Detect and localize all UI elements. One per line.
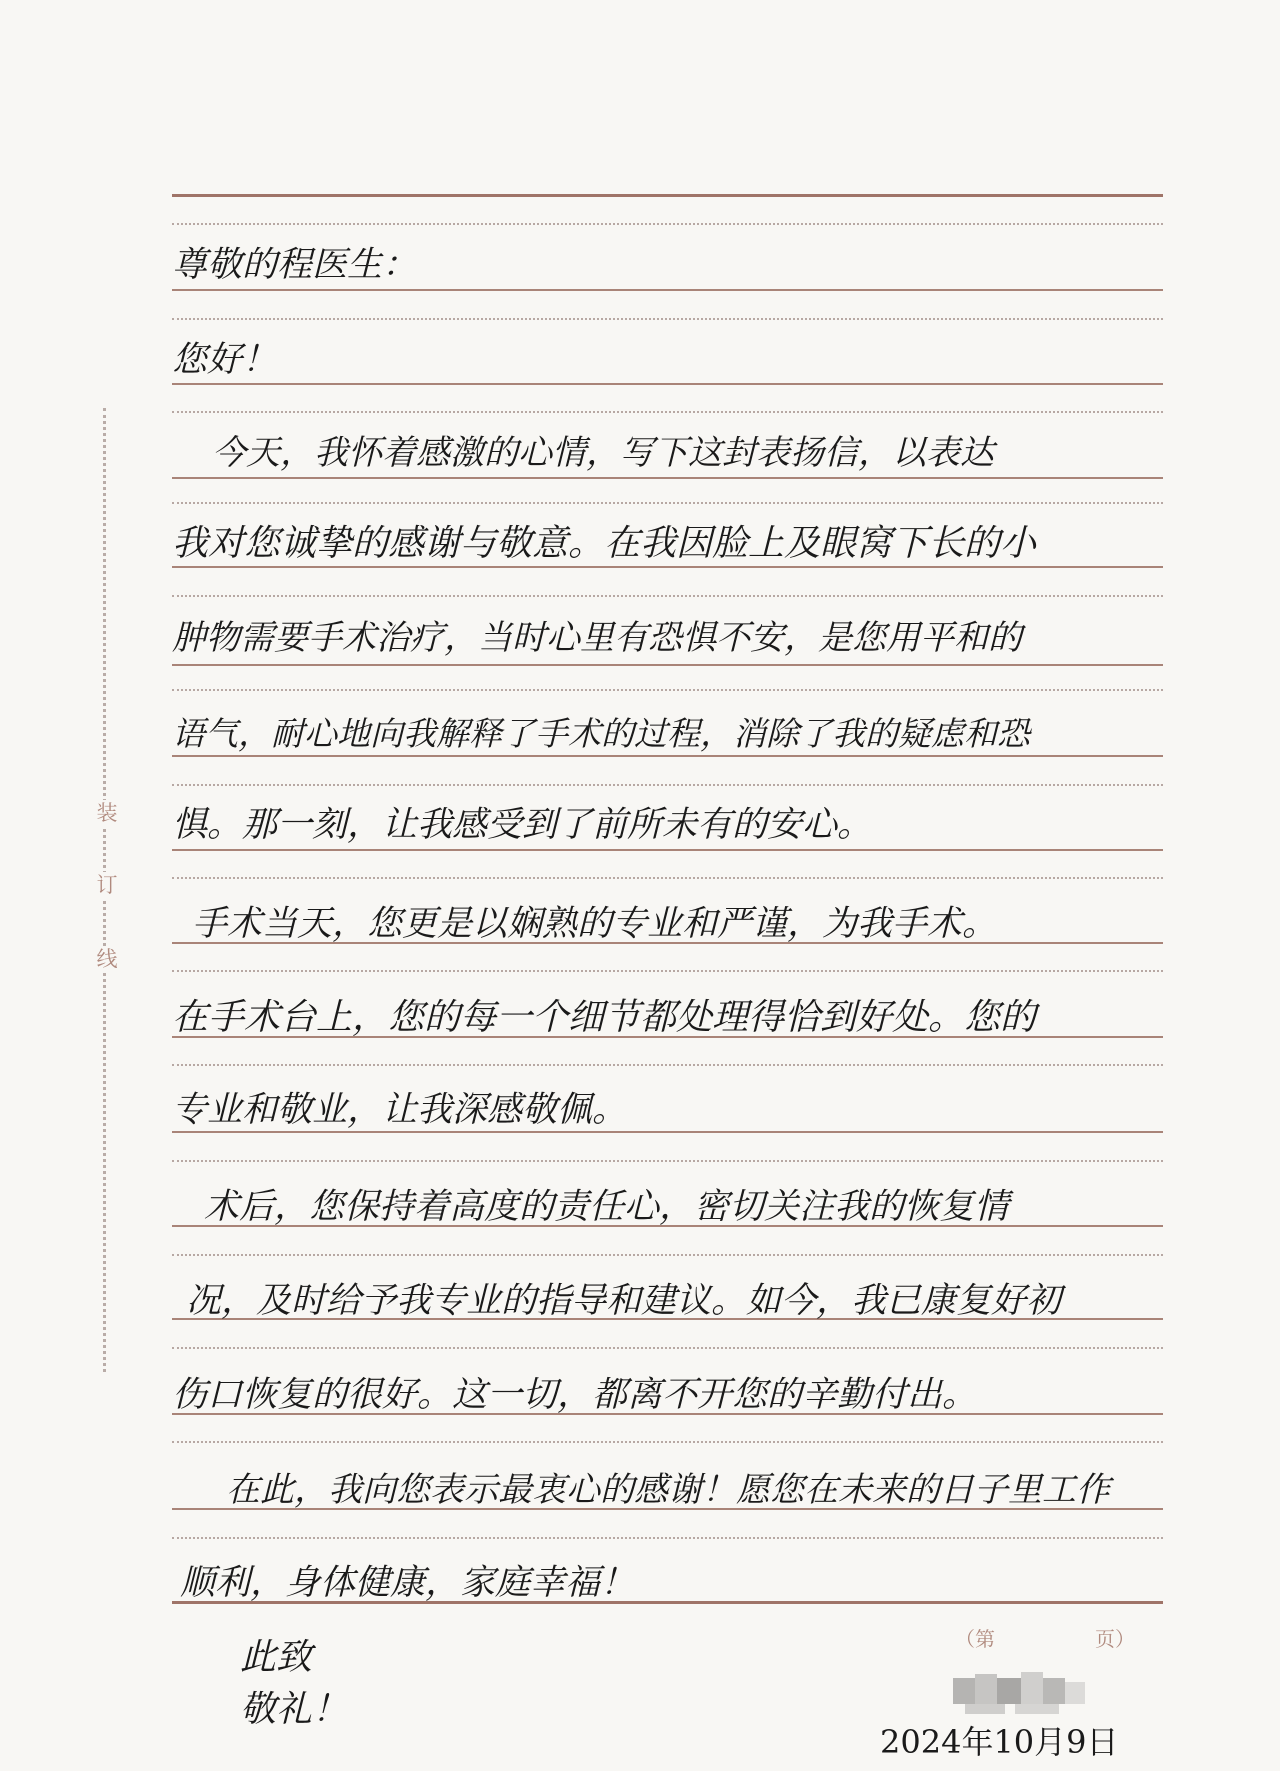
page-number-prefix: （第 (955, 1627, 995, 1651)
ruled-line (172, 383, 1163, 385)
page-number-suffix: 页） (1095, 1627, 1135, 1651)
letter-line: 惧。那一刻，让我感受到了前所未有的安心。 (172, 805, 873, 845)
dotted-guide-line (172, 970, 1163, 972)
dotted-guide-line (172, 784, 1163, 786)
dotted-guide-line (172, 877, 1163, 879)
top-rule (172, 194, 1163, 197)
dotted-guide-line (172, 689, 1163, 691)
dotted-guide-line (172, 1064, 1163, 1066)
dotted-guide-line (172, 1160, 1163, 1162)
letter-line: 专业和敬业，让我深感敬佩。 (172, 1090, 628, 1130)
dotted-guide-line (172, 1347, 1163, 1349)
dotted-guide-line (172, 502, 1163, 504)
letter-line: 语气，耐心地向我解释了手术的过程，消除了我的疑虑和恐 (172, 714, 1030, 753)
dotted-guide-line (172, 1441, 1163, 1443)
salutation: 尊敬的程医生： (172, 245, 418, 285)
dotted-guide-line (172, 1254, 1163, 1256)
dotted-guide-line (172, 595, 1163, 597)
letter-line: 手术当天，您更是以娴熟的专业和严谨，为我手术。 (192, 904, 998, 944)
letter-line: 况，及时给予我专业的指导和建议。如今，我已康复好初 (186, 1281, 1062, 1321)
signature-redaction (945, 1668, 1095, 1718)
dotted-guide-line (172, 411, 1163, 413)
closing-line-1: 此致 (240, 1637, 313, 1678)
binding-label-char: 装 (94, 800, 120, 826)
letter-date: 2024年10月9日 (880, 1723, 1119, 1761)
letter-line: 在手术台上，您的每一个细节都处理得恰到好处。您的 (172, 997, 1037, 1038)
page-number-label (955, 1623, 1135, 1652)
greeting: 您好！ (172, 340, 278, 380)
binding-label-char: 线 (94, 946, 120, 972)
letter-line: 顺利，身体健康，家庭幸福！ (180, 1563, 636, 1603)
binding-label-char: 订 (94, 872, 120, 898)
dotted-guide-line (172, 318, 1163, 320)
dotted-guide-line (172, 1537, 1163, 1539)
dotted-guide-line (172, 223, 1163, 225)
letter-line: 今天，我怀着感激的心情，写下这封表扬信，以表达 (212, 433, 994, 473)
letter-line: 我对您诚挚的感谢与敬意。在我因脸上及眼窝下长的小 (172, 523, 1037, 564)
letter-line: 在此，我向您表示最衷心的感谢！愿您在未来的日子里工作 (226, 1470, 1110, 1510)
closing-line-2: 敬礼！ (240, 1689, 349, 1730)
letter-line: 肿物需要手术治疗，当时心里有恐惧不安，是您用平和的 (172, 618, 1022, 658)
letter-line: 伤口恢复的很好。这一切，都离不开您的辛勤付出。 (172, 1375, 978, 1415)
letter-line: 术后，您保持着高度的责任心，密切关注我的恢复情 (204, 1187, 1010, 1227)
